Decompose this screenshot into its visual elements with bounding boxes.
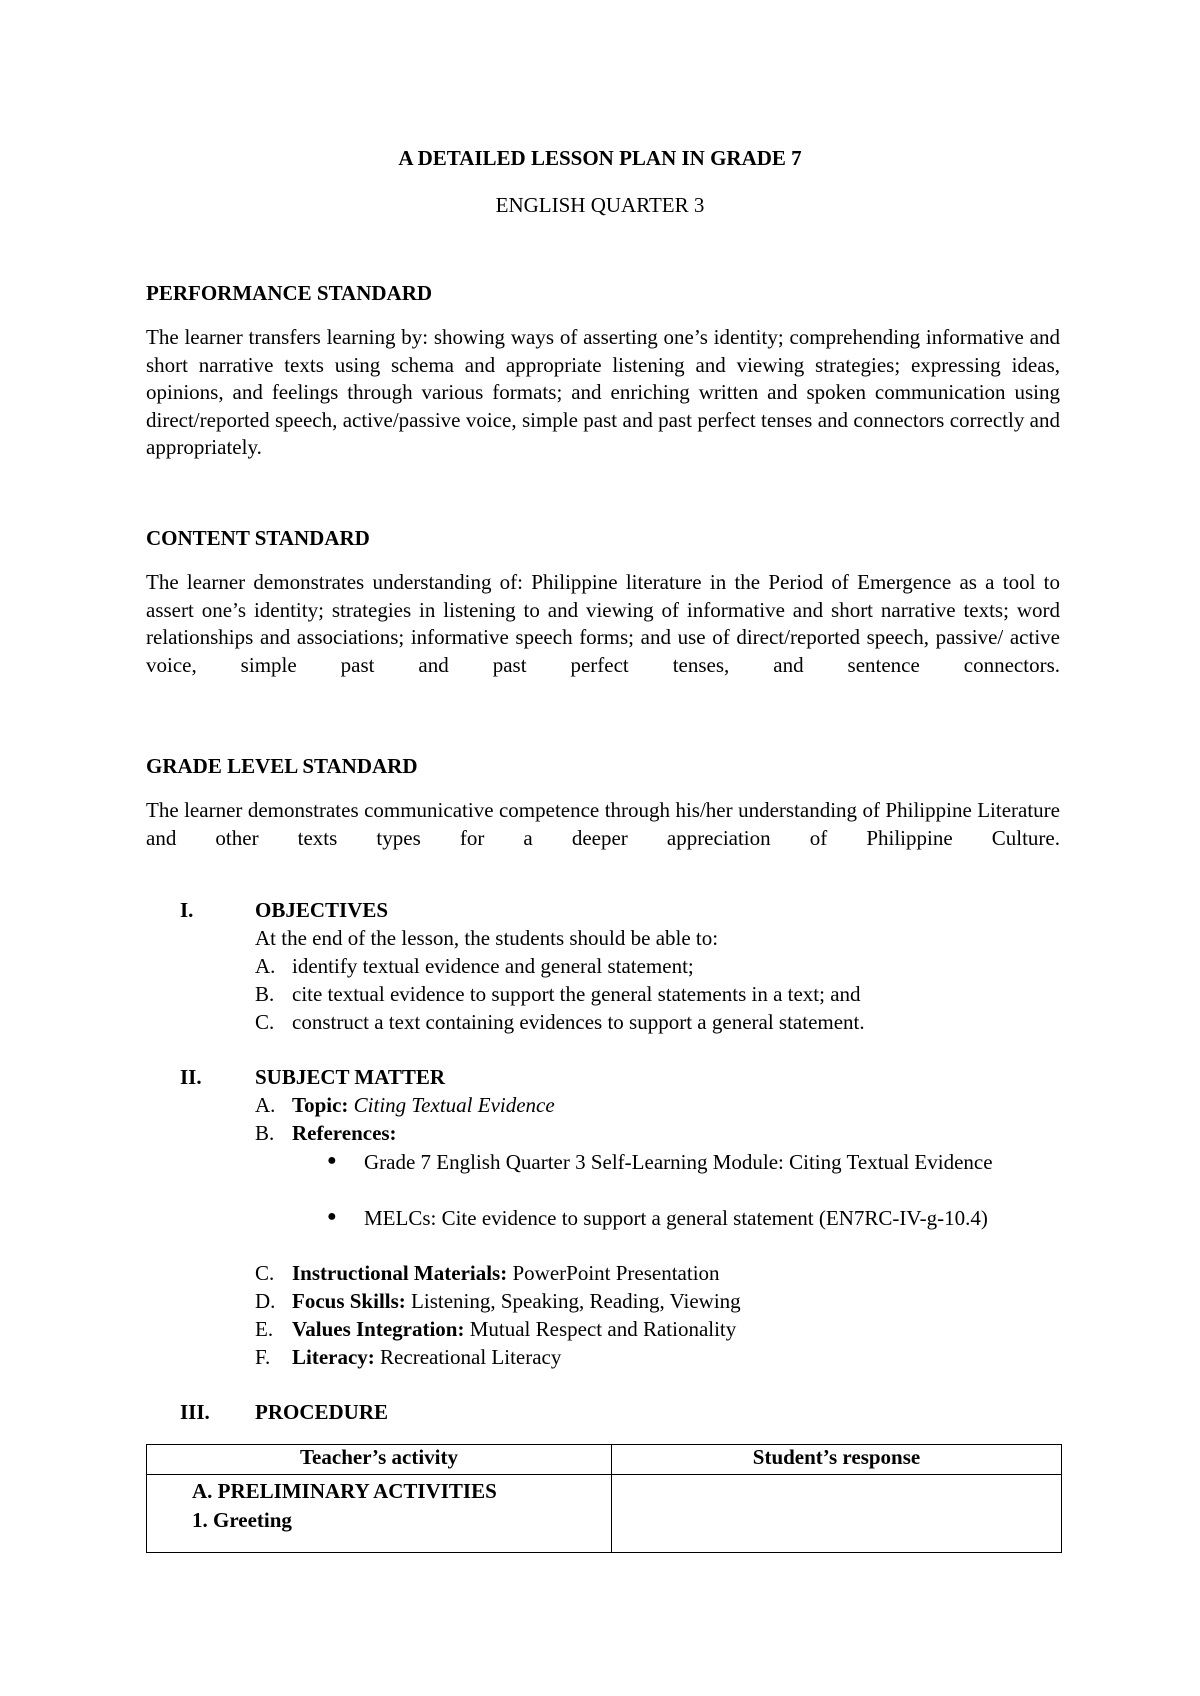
- content-standard-heading: CONTENT STANDARD: [146, 526, 370, 550]
- table-row: [147, 1475, 1062, 1553]
- sm-item-label: Literacy:: [292, 1345, 375, 1369]
- column-header-student: Student’s response: [612, 1445, 1062, 1475]
- grade-level-standard-heading: GRADE LEVEL STANDARD: [146, 754, 418, 778]
- procedure-heading: PROCEDURE: [255, 1400, 389, 1424]
- reference-item: MELCs: Cite evidence to support a general statement (EN7RC-IV-g-10.4): [364, 1206, 988, 1230]
- document-title: A DETAILED LESSON PLAN IN GRADE 7: [398, 146, 802, 170]
- sm-item-value: Listening, Speaking, Reading, Viewing: [411, 1289, 741, 1313]
- bullet-icon: ●: [327, 1152, 337, 1169]
- performance-standard-heading: PERFORMANCE STANDARD: [146, 281, 433, 305]
- column-header-teacher: Teacher’s activity: [147, 1445, 612, 1475]
- greeting-line: 1. Greeting: [192, 1508, 292, 1532]
- sm-item-instructional-materials: [292, 1261, 720, 1286]
- topic-line: [292, 1093, 555, 1118]
- sm-item-label: Focus Skills:: [292, 1289, 406, 1313]
- sm-item-letter: D.: [255, 1289, 276, 1313]
- topic-label: Topic:: [292, 1093, 349, 1117]
- sm-item-values-integration: [292, 1317, 736, 1342]
- references-letter: B.: [255, 1121, 275, 1145]
- section-numeral-procedure: III.: [180, 1400, 210, 1424]
- objectives-lead: At the end of the lesson, the students should be able to:: [255, 926, 719, 950]
- sm-item-label: Values Integration:: [292, 1317, 465, 1341]
- sm-item-label: Instructional Materials:: [292, 1261, 508, 1285]
- preliminary-activities-line: A. PRELIMINARY ACTIVITIES: [192, 1479, 497, 1503]
- grade-level-standard-text: The learner demonstrates communicative competence through his/her understanding of Philippine Literature and other texts types for a deeper appreciation of Philippine Culture.: [146, 798, 1060, 850]
- teacher-activity-cell: [147, 1475, 612, 1553]
- reference-item: Grade 7 English Quarter 3 Self-Learning Module: Citing Textual Evidence: [364, 1150, 993, 1174]
- objective-text: cite textual evidence to support the general statements in a text; and: [292, 982, 861, 1006]
- sm-item-focus-skills: [292, 1289, 741, 1314]
- topic-value: Citing Textual Evidence: [353, 1093, 555, 1117]
- table-header-row: [147, 1445, 1062, 1475]
- document-subtitle: ENGLISH QUARTER 3: [495, 193, 705, 217]
- objective-letter: B.: [255, 982, 275, 1006]
- sm-item-value: Recreational Literacy: [380, 1345, 562, 1369]
- section-numeral-subject-matter: II.: [180, 1065, 202, 1089]
- objective-text: construct a text containing evidences to support a general statement.: [292, 1010, 865, 1034]
- sm-item-letter: E.: [255, 1317, 274, 1341]
- bullet-icon: ●: [327, 1208, 337, 1225]
- sm-item-value: Mutual Respect and Rationality: [469, 1317, 737, 1341]
- objective-letter: A.: [255, 954, 276, 978]
- references-label: References:: [292, 1121, 397, 1145]
- sm-item-value: PowerPoint Presentation: [512, 1261, 720, 1285]
- subject-matter-heading: SUBJECT MATTER: [255, 1065, 446, 1089]
- content-standard-text: The learner demonstrates understanding of: Philippine literature in the Period of Emergence as a tool to assert one’s identity; strategies in listening to and viewing of informative and short narrative texts; word relationships and associations; informative speech forms; and use of direct/reported speech, passive/ active voice, simple past and past perfect tenses, and sentence connectors.: [146, 570, 1060, 677]
- procedure-table: [146, 1444, 1062, 1553]
- section-numeral-objectives: I.: [180, 898, 194, 922]
- sm-item-letter: C.: [255, 1261, 275, 1285]
- sm-item-literacy: [292, 1345, 561, 1370]
- student-response-cell: [612, 1475, 1062, 1553]
- topic-letter: A.: [255, 1093, 276, 1117]
- sm-item-letter: F.: [255, 1345, 271, 1369]
- performance-standard-text: The learner transfers learning by: showing ways of asserting one’s identity; comprehending informative and short narrative texts using schema and appropriate listening and viewing strategies; expressing ideas, opinions, and feelings through various formats; and enriching written and spoken communication using direct/reported speech, active/passive voice, simple past and past perfect tenses and connectors correctly and appropriately.: [146, 325, 1060, 459]
- objective-text: identify textual evidence and general statement;: [292, 954, 694, 978]
- objectives-heading: OBJECTIVES: [255, 898, 389, 922]
- objective-letter: C.: [255, 1010, 275, 1034]
